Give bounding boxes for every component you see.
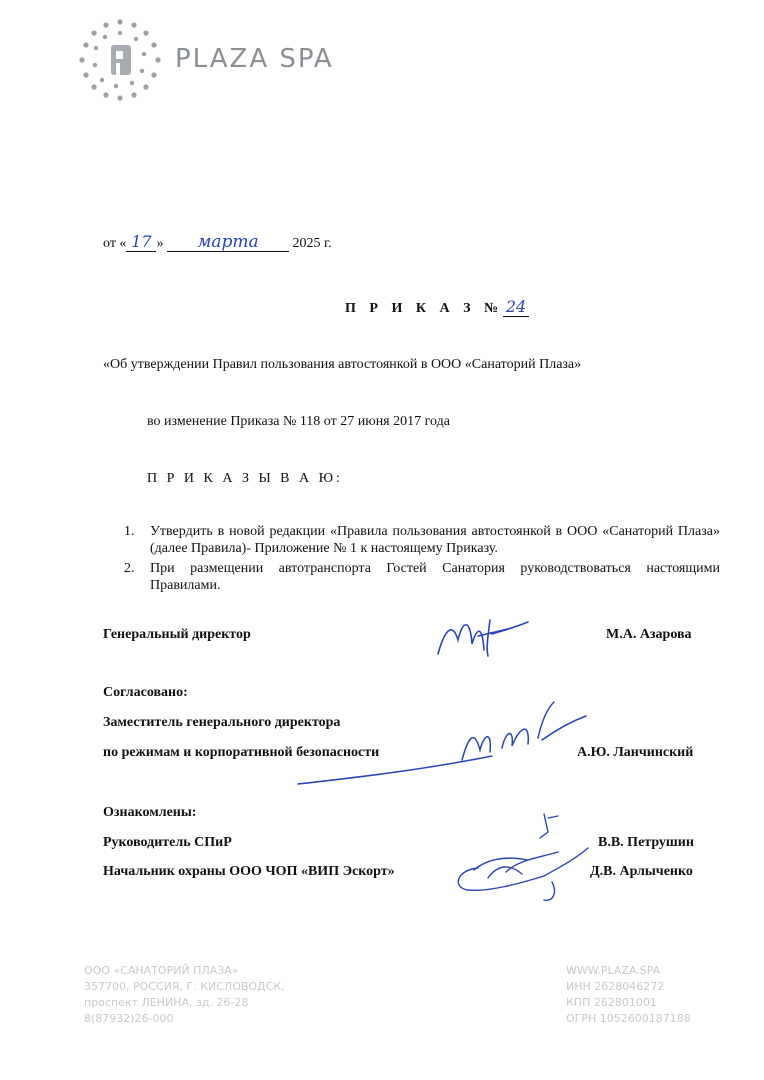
list-item — [120, 523, 720, 557]
date-prefix: от « — [103, 236, 127, 251]
list-item — [120, 560, 720, 594]
acquainted-label: Ознакомлены: — [103, 805, 197, 820]
brand-name: PLAZA SPA — [175, 44, 334, 74]
acquainted-signatures-icon — [448, 808, 598, 908]
list-item-number: 1. — [124, 524, 135, 539]
deputy-title-line-2: по режимам и корпоративной безопасности — [103, 745, 380, 760]
order-number: 24 — [503, 298, 529, 317]
list-item-text: При размещении автотранспорта Гостей Санатория руководствоваться настоящими Правилами. — [150, 561, 720, 593]
agreed-label: Согласовано: — [103, 685, 188, 700]
date-month: марта — [167, 233, 289, 252]
list-item-number: 2. — [124, 561, 135, 576]
footer-company: ООО «САНАТОРИЙ ПЛАЗА» — [84, 964, 239, 977]
list-item-text: Утвердить в новой редакции «Правила пользования автостоянкой в ООО «Санаторий Плаза» (далее Правила)- Приложение № 1 к настоящему Приказу. — [150, 524, 720, 556]
head1-name: В.В. Петрушин — [598, 835, 694, 850]
order-subject: «Об утверждении Правил пользования автостоянкой в ООО «Санаторий Плаза» — [103, 357, 582, 372]
deputy-title-line-1: Заместитель генерального директора — [103, 715, 341, 730]
decree-heading: П Р И К А З Ы В А Ю: — [147, 471, 343, 486]
order-title — [345, 298, 529, 317]
decree-list — [120, 523, 720, 597]
director-signature-icon — [432, 610, 532, 662]
director-name: М.А. Азарова — [606, 627, 692, 642]
date-mid: » — [156, 236, 164, 251]
footer-address-1: 357700, РОССИЯ, Г. КИСЛОВОДСК, — [84, 980, 285, 993]
order-title-text: П Р И К А З № — [345, 301, 504, 316]
footer-right — [566, 963, 691, 1027]
order-amendment: во изменение Приказа № 118 от 27 июня 2017 года — [147, 414, 450, 429]
footer-address-2: проспект ЛЕНИНА, зд. 26-28 — [84, 996, 249, 1009]
footer-inn: ИНН 2628046272 — [566, 980, 665, 993]
plaza-spa-logo-icon — [78, 18, 162, 102]
date-year: 2025 г. — [292, 236, 332, 251]
order-date — [103, 233, 332, 252]
head1-title: Руководитель СПиР — [103, 835, 232, 850]
date-day: 17 — [126, 233, 156, 252]
director-title: Генеральный директор — [103, 627, 251, 642]
footer-kpp: КПП 262801001 — [566, 996, 657, 1009]
head2-name: Д.В. Арлыченко — [590, 864, 693, 879]
deputy-name: А.Ю. Ланчинский — [577, 745, 694, 760]
footer-ogrn: ОГРН 1052600187188 — [566, 1012, 691, 1025]
head2-title: Начальник охраны ООО ЧОП «ВИП Эскорт» — [103, 864, 395, 879]
footer-left — [84, 963, 285, 1027]
footer-phone: 8(87932)26-000 — [84, 1012, 174, 1025]
footer-website: WWW.PLAZA.SPA — [566, 964, 661, 977]
